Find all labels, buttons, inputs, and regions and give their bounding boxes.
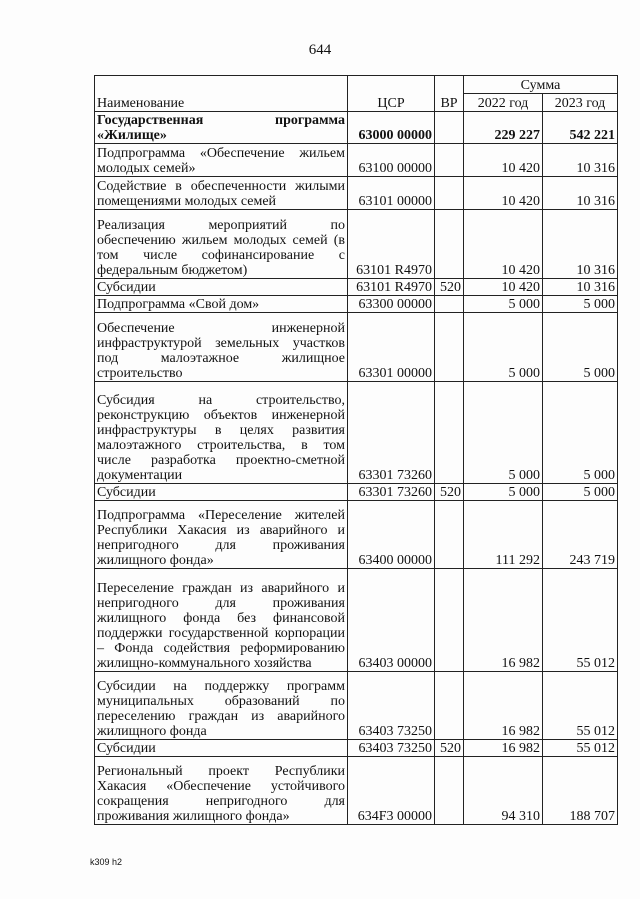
row-name: Субсидии на поддержку программ муниципальных образований по переселению граждан из аварийного жилищного фонда <box>95 672 348 740</box>
row-name: Региональный проект Республики Хакасия «Обеспечение устойчивого сокращения непригодного для проживания жилищного фонда» <box>95 757 348 825</box>
row-vr: 520 <box>435 740 464 757</box>
table-row <box>95 382 618 484</box>
row-vr: 520 <box>435 484 464 501</box>
row-vr <box>435 177 464 210</box>
row-csr: 63403 73250 <box>348 672 435 740</box>
table-row <box>95 484 618 501</box>
row-sum-2022: 10 420 <box>464 177 543 210</box>
table-row <box>95 112 618 144</box>
row-name: Подпрограмма «Обеспечение жильем молодых семей» <box>95 144 348 177</box>
row-name: Субсидии <box>95 279 348 296</box>
row-csr: 63101 00000 <box>348 177 435 210</box>
header-sum: Сумма <box>464 76 618 94</box>
row-vr <box>435 112 464 144</box>
row-sum-2022: 16 982 <box>464 740 543 757</box>
table-row <box>95 296 618 313</box>
table-row <box>95 177 618 210</box>
row-csr: 63101 R4970 <box>348 279 435 296</box>
footer-code: k309 h2 <box>90 857 123 867</box>
row-name: Субсидии <box>95 484 348 501</box>
header-name: Наименование <box>95 76 348 112</box>
row-vr <box>435 672 464 740</box>
row-sum-2023: 5 000 <box>543 382 618 484</box>
row-vr <box>435 210 464 279</box>
row-sum-2023: 55 012 <box>543 569 618 672</box>
row-sum-2023: 10 316 <box>543 279 618 296</box>
row-sum-2022: 5 000 <box>464 296 543 313</box>
header-csr: ЦСР <box>348 76 435 112</box>
page-number: 644 <box>308 42 332 58</box>
row-sum-2023: 55 012 <box>543 672 618 740</box>
row-sum-2022: 10 420 <box>464 210 543 279</box>
row-sum-2022: 5 000 <box>464 313 543 382</box>
row-sum-2022: 94 310 <box>464 757 543 825</box>
row-sum-2022: 5 000 <box>464 382 543 484</box>
table-row <box>95 740 618 757</box>
row-csr: 63000 00000 <box>348 112 435 144</box>
header-year-2023: 2023 год <box>543 94 618 112</box>
row-name: Субсидии <box>95 740 348 757</box>
row-name: Содействие в обеспеченности жилыми помещениями молодых семей <box>95 177 348 210</box>
row-sum-2023: 5 000 <box>543 313 618 382</box>
row-vr <box>435 144 464 177</box>
row-sum-2023: 10 316 <box>543 144 618 177</box>
row-sum-2023: 10 316 <box>543 210 618 279</box>
row-csr: 63403 00000 <box>348 569 435 672</box>
row-vr <box>435 296 464 313</box>
row-name: Обеспечение инженерной инфраструктурой земельных участков под малоэтажное жилищное строительство <box>95 313 348 382</box>
table-row <box>95 672 618 740</box>
row-sum-2022: 16 982 <box>464 569 543 672</box>
table-body <box>95 112 618 825</box>
row-sum-2022: 16 982 <box>464 672 543 740</box>
table-row <box>95 569 618 672</box>
header-year-2022: 2022 год <box>464 94 543 112</box>
table-row <box>95 279 618 296</box>
row-sum-2023: 5 000 <box>543 484 618 501</box>
row-vr <box>435 757 464 825</box>
row-name: Подпрограмма «Свой дом» <box>95 296 348 313</box>
row-csr: 63301 00000 <box>348 313 435 382</box>
budget-table <box>94 75 618 825</box>
row-sum-2023: 542 221 <box>543 112 618 144</box>
row-sum-2022: 10 420 <box>464 144 543 177</box>
row-name: Субсидия на строительство, реконструкцию объектов инженерной инфраструктуры в целях развития малоэтажного строительства, в том числе разработка проектно-сметной документации <box>95 382 348 484</box>
row-csr: 63301 73260 <box>348 382 435 484</box>
table-row <box>95 144 618 177</box>
table-row <box>95 501 618 569</box>
table-row <box>95 210 618 279</box>
row-sum-2023: 55 012 <box>543 740 618 757</box>
row-csr: 63301 73260 <box>348 484 435 501</box>
row-csr: 63101 R4970 <box>348 210 435 279</box>
row-sum-2022: 111 292 <box>464 501 543 569</box>
row-sum-2022: 10 420 <box>464 279 543 296</box>
table-row <box>95 313 618 382</box>
row-vr <box>435 313 464 382</box>
row-vr <box>435 382 464 484</box>
row-sum-2023: 5 000 <box>543 296 618 313</box>
row-csr: 63300 00000 <box>348 296 435 313</box>
row-vr <box>435 569 464 672</box>
row-name: Реализация мероприятий по обеспечению жильем молодых семей (в том числе софинансирование с федеральным бюджетом) <box>95 210 348 279</box>
row-csr: 63100 00000 <box>348 144 435 177</box>
row-sum-2023: 10 316 <box>543 177 618 210</box>
row-vr <box>435 501 464 569</box>
row-sum-2022: 5 000 <box>464 484 543 501</box>
table-row <box>95 757 618 825</box>
row-name: Подпрограмма «Переселение жителей Республики Хакасия из аварийного и непригодного для проживания жилищного фонда» <box>95 501 348 569</box>
row-name: Государственная программа «Жилище» <box>95 112 348 144</box>
row-vr: 520 <box>435 279 464 296</box>
row-csr: 63400 00000 <box>348 501 435 569</box>
header-vr: ВР <box>435 76 464 112</box>
row-sum-2022: 229 227 <box>464 112 543 144</box>
row-sum-2023: 188 707 <box>543 757 618 825</box>
row-name: Переселение граждан из аварийного и непригодного для проживания жилищного фонда без финансовой поддержки государственной корпорации – Фонда содействия реформированию жилищно-коммунального хозяйства <box>95 569 348 672</box>
row-csr: 634F3 00000 <box>348 757 435 825</box>
table-header <box>95 76 618 112</box>
row-csr: 63403 73250 <box>348 740 435 757</box>
row-sum-2023: 243 719 <box>543 501 618 569</box>
